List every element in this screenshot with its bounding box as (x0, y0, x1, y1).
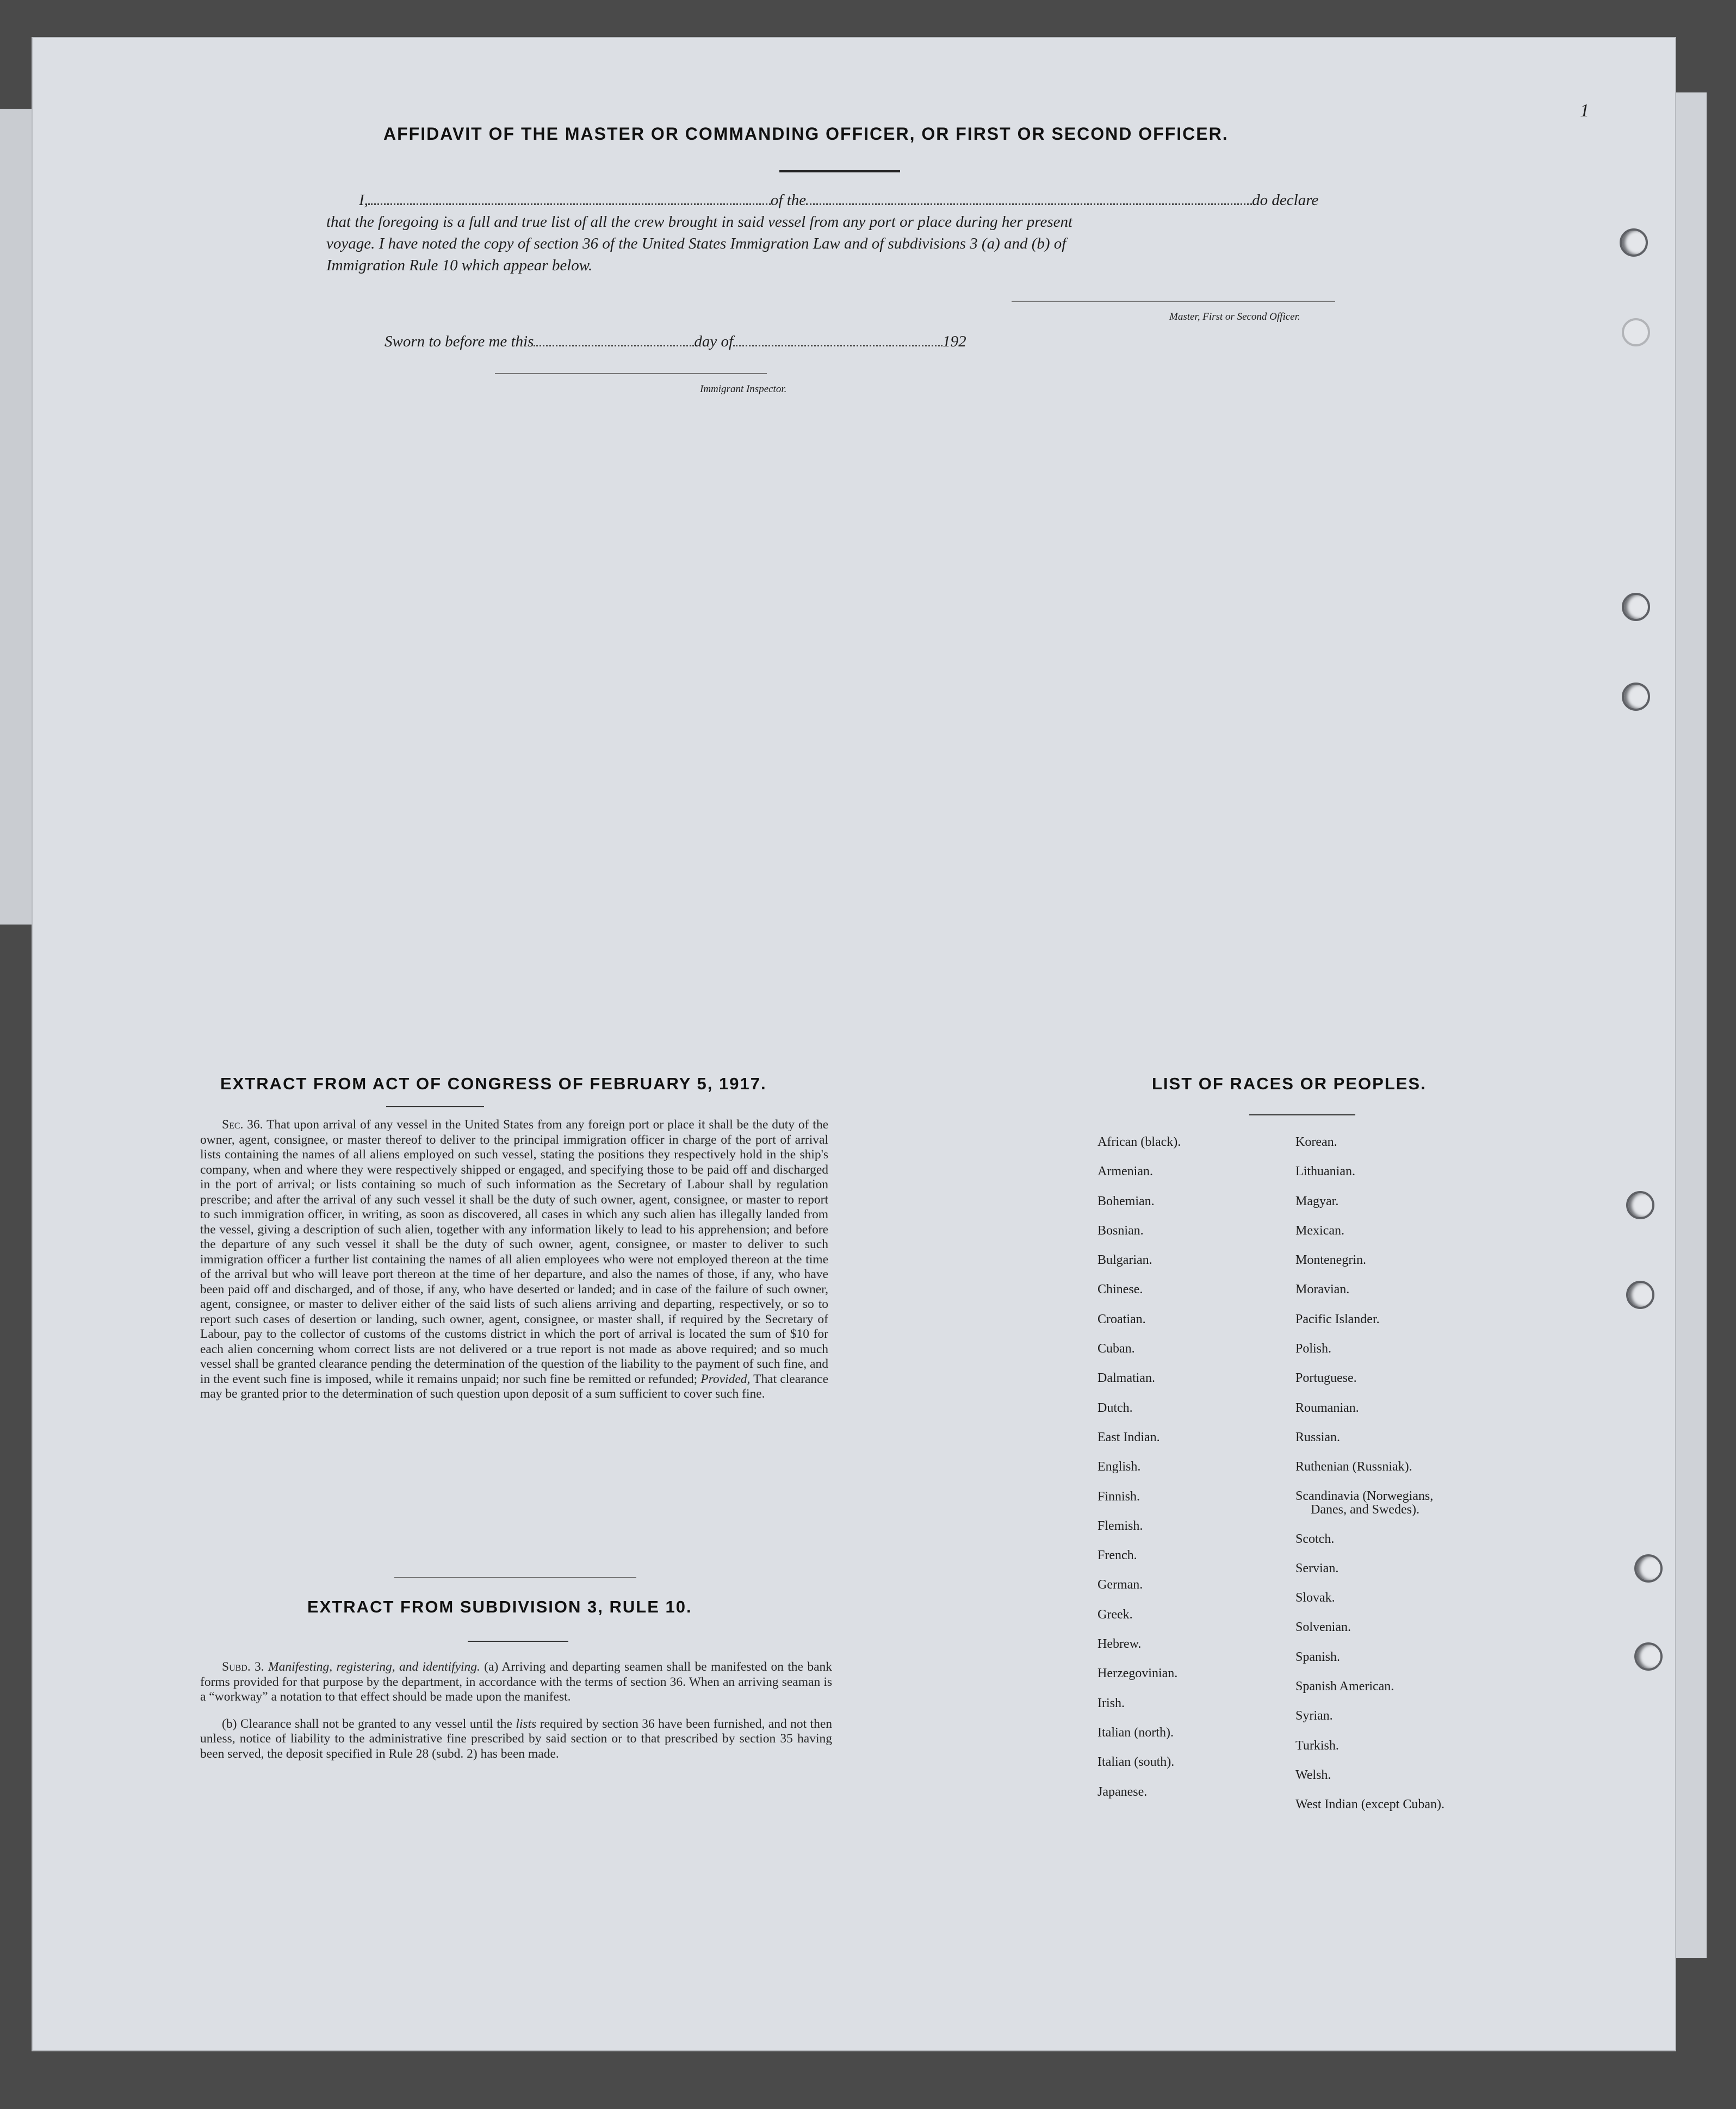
affidavit-line-4: Immigration Rule 10 which appear below. (326, 257, 593, 274)
section-label: Sec. 36. (222, 1118, 263, 1132)
affidavit-of-the: of the (770, 191, 807, 209)
adjacent-page-strip (0, 109, 33, 925)
race-item: Chinese. (1098, 1282, 1143, 1297)
section-divider (394, 1577, 636, 1578)
affidavit-title: AFFIDAVIT OF THE MASTER OR COMMANDING OFFICER, OR FIRST OR SECOND OFFICER. (383, 124, 1229, 144)
race-item: West Indian (except Cuban). (1295, 1797, 1444, 1812)
race-item-continued: Danes, and Swedes). (1311, 1502, 1419, 1517)
punch-hole (1634, 1642, 1663, 1671)
race-item: Syrian. (1295, 1709, 1333, 1723)
act-extract-title: EXTRACT FROM ACT OF CONGRESS OF FEBRUARY 5, 1917. (220, 1074, 767, 1093)
sworn-text: Sworn to before me this (385, 333, 534, 350)
race-item: East Indian. (1098, 1430, 1160, 1444)
race-item: Servian. (1295, 1561, 1339, 1575)
punch-hole (1634, 1554, 1663, 1583)
race-item: Cuban. (1098, 1342, 1135, 1356)
race-item: Flemish. (1098, 1518, 1143, 1533)
signature-caption: Master, First or Second Officer. (1169, 311, 1300, 322)
races-title-rule (1249, 1114, 1355, 1115)
race-item: Scandinavia (Norwegians, (1295, 1488, 1434, 1503)
race-item: Dutch. (1098, 1400, 1133, 1415)
race-item: Magyar. (1295, 1194, 1339, 1208)
punch-hole (1622, 318, 1650, 346)
page-marker: 1 (1580, 101, 1589, 121)
punch-hole (1622, 683, 1650, 711)
month-blank (733, 344, 943, 346)
race-item: Armenian. (1098, 1164, 1153, 1179)
race-item: Ruthenian (Russniak). (1295, 1460, 1412, 1474)
rule-title-rule (468, 1641, 568, 1642)
race-item: Scotch. (1295, 1531, 1335, 1546)
vessel-blank (806, 203, 1252, 205)
affidavit-line-3: voyage. I have noted the copy of section 36 of the United States Immigration Law and of subdivisions 3 (a) and (b) of (326, 235, 1067, 252)
race-item: Turkish. (1295, 1738, 1339, 1753)
race-item: Finnish. (1098, 1489, 1140, 1504)
race-item: Hebrew. (1098, 1637, 1142, 1652)
sworn-year: 192 (943, 333, 966, 350)
race-item: Italian (south). (1098, 1755, 1175, 1770)
section-body: That upon arrival of any vessel in the United States from any foreign port or place it shall be the duty of the owner, agent, consignee, or master thereof to deliver to the principal immigration officer in charge of the port of arrival lists containing the names of all aliens employed on such vessel, stating the positions they respectively hold in the ship's company, when and where they were respectively shipped or engaged, and specifying those to be paid off and discharged in the port of arrival; or lists containing so much of such information as the Secretary of Labour shall by regulation prescribe; and after the arrival of any such vessel it shall be the duty of such owner, agent, consignee, or master to report to such immigration officer, in writing, as soon as discovered, all cases in which any such alien has illegally landed from the vessel, giving a description of such alien, together with any information likely to lead to his apprehension; and before the departure of any such vessel it shall be the duty of such owner, agent, consignee, or master to deliver to such immigration officer a further list containing the names of all alien employees who were not employed thereon at the time of the arrival but who will leave port thereon at the time of her departure, and also the names of those, if any, who have been paid off and discharged, and of those, if any, who have deserted or landed; and in case of the failure of such owner, agent, consignee, or master to deliver either of the said lists of such aliens arriving and departing, respectively, or so to report such cases of desertion or landing, such owner, agent, consignee, or master shall, if required by the Secretary of Labour, pay to the collector of customs of the customs district in which the port of arrival is located the sum of $10 for each alien concerning whom correct lists are not delivered or a true report is not made as above required; and so much vessel shall be granted clearance pending the determination of the question of the liability to the payment of such fine, and in the event such fine is imposed, while it remains unpaid; nor such fine be remitted or refunded; (200, 1118, 829, 1386)
race-item-scandinavia (1295, 1490, 1444, 1532)
race-item: Portuguese. (1295, 1371, 1357, 1386)
race-item: Bulgarian. (1098, 1253, 1152, 1268)
race-item: Russian. (1295, 1430, 1341, 1444)
race-item: Korean. (1295, 1135, 1337, 1149)
rule-extract-title: EXTRACT FROM SUBDIVISION 3, RULE 10. (307, 1597, 692, 1616)
affidavit-line-1 (359, 191, 1318, 209)
race-item: French. (1098, 1548, 1137, 1563)
race-item: Moravian. (1295, 1282, 1350, 1297)
race-item: Japanese. (1098, 1784, 1148, 1799)
affidavit-declare: do declare (1252, 191, 1319, 209)
act-title-rule (386, 1106, 484, 1107)
race-item: Italian (north). (1098, 1725, 1174, 1740)
race-item: Spanish American. (1295, 1679, 1394, 1694)
subd-heading: Manifesting, registering, and identifying. (268, 1660, 480, 1674)
inspector-caption: Immigrant Inspector. (700, 383, 787, 395)
affidavit-line-2: that the foregoing is a full and true list of all the crew brought in said vessel from any port or place during her present (326, 213, 1073, 231)
race-item: Roumanian. (1295, 1400, 1359, 1415)
para-a: (a) Arriving and departing seamen shall be manifested on the bank forms provided for that purpose by the department, in accordance with the terms of section 36. When an arriving seaman is a “workway” a notation to that effect should be made upon the manifest. (200, 1660, 833, 1704)
race-item: Bohemian. (1098, 1194, 1155, 1208)
races-left-column (1098, 1135, 1181, 1814)
title-underline (779, 170, 900, 172)
race-item: Solvenian. (1295, 1620, 1351, 1635)
race-item: Montenegrin. (1295, 1253, 1366, 1268)
race-item: Polish. (1295, 1342, 1332, 1356)
race-item: Spanish. (1295, 1649, 1341, 1664)
sworn-line (385, 333, 966, 351)
race-item: Slovak. (1295, 1591, 1335, 1605)
sworn-day-of: day of (694, 333, 734, 350)
proviso-word: Provided, (700, 1372, 751, 1386)
races-right-column (1295, 1135, 1444, 1827)
race-item: Greek. (1098, 1607, 1133, 1622)
race-item: Pacific Islander. (1295, 1312, 1380, 1326)
day-blank (534, 344, 694, 346)
race-item: Croatian. (1098, 1312, 1146, 1326)
para-b-end: required by section 36 have been furnished, and not then unless, notice of liability to the administrative fine prescribed by said section or to that prescribed by section 35 having been served, the deposit specified in Rule 28 (subd. 2) has been made. (200, 1716, 833, 1761)
race-item: Dalmatian. (1098, 1371, 1155, 1386)
race-item: Welsh. (1295, 1767, 1331, 1782)
races-title: LIST OF RACES OR PEOPLES. (1152, 1074, 1427, 1093)
race-item: Herzegovinian. (1098, 1666, 1178, 1681)
punch-hole (1626, 1281, 1654, 1309)
affidavit-i: I, (359, 191, 368, 209)
race-item: English. (1098, 1460, 1141, 1474)
inspector-line (495, 373, 767, 374)
signature-line (1012, 301, 1335, 302)
act-section-36 (200, 1118, 828, 1402)
race-item: Mexican. (1295, 1223, 1344, 1238)
para-b-start: (b) Clearance shall not be granted to any vessel until the (222, 1716, 512, 1731)
para-b-lists: lists (516, 1716, 537, 1731)
rule-subdivision-3 (200, 1660, 832, 1761)
race-item: African (black). (1098, 1135, 1181, 1149)
subd-label: Subd. 3. (222, 1660, 264, 1674)
punch-hole (1622, 593, 1650, 621)
race-item: Bosnian. (1098, 1223, 1144, 1238)
section-body-end: That clearance may be granted prior to the determination of such question upon deposit of a sum sufficient to cover such fine. (200, 1372, 829, 1401)
punch-hole (1620, 228, 1648, 257)
punch-hole (1626, 1191, 1654, 1219)
name-blank (368, 203, 771, 205)
race-item: Lithuanian. (1295, 1164, 1355, 1179)
race-item: German. (1098, 1578, 1143, 1592)
race-item: Irish. (1098, 1696, 1125, 1710)
